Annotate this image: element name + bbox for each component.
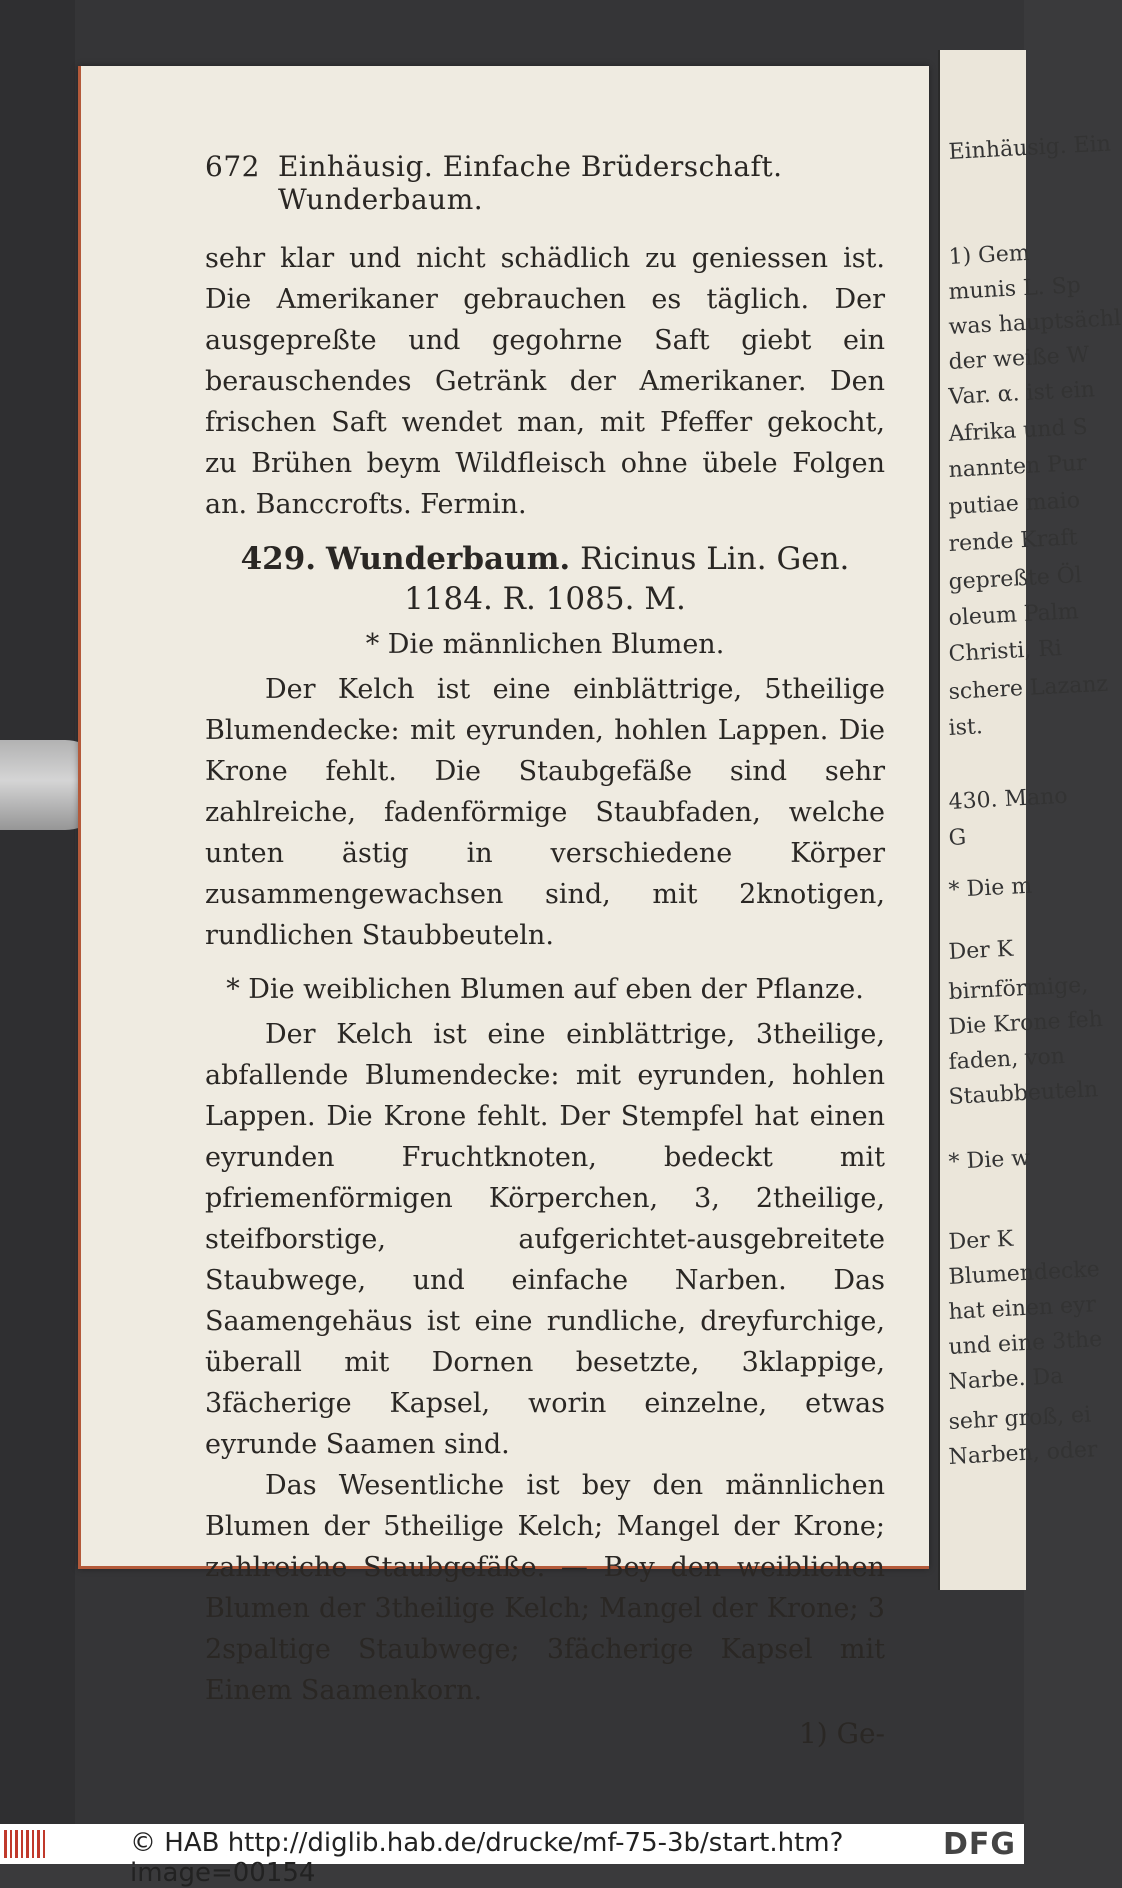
next-page-fragment: Christi, Ri <box>948 636 1063 667</box>
next-page-fragment: und eine 3the <box>948 1326 1103 1360</box>
footer-bar <box>0 1824 1024 1888</box>
next-page-fragment: Der K <box>948 1226 1014 1255</box>
next-page-fragment: Afrika und S <box>948 414 1089 447</box>
page-text <box>205 150 885 1750</box>
next-page-fragment: * Die w <box>948 1145 1031 1175</box>
next-page-fragment: munis L. Sp <box>948 273 1082 305</box>
next-page-fragment: gepreßte Öl <box>948 563 1083 595</box>
next-page-fragment: Narben, oder <box>948 1437 1099 1470</box>
next-page-fragment: Einhäusig. Ein <box>948 131 1112 165</box>
next-page-fragment: oleum Palm <box>948 599 1080 631</box>
next-page-fragment: Blumendecke <box>948 1257 1101 1290</box>
next-page-fragment: Narbe. Da <box>948 1363 1064 1395</box>
next-page-fragment: nannten Pur <box>948 450 1088 483</box>
catchword: 1) Ge- <box>798 1717 885 1750</box>
next-page-fragment: G <box>948 825 967 851</box>
next-page-fragment: * Die m <box>948 873 1033 903</box>
next-page-fragment: ist. <box>948 714 984 741</box>
next-page-fragment: was hauptsächl <box>948 305 1122 340</box>
essential-text: Das Wesentliche ist bey den männlichen Blumen der 5theilige Kelch; Mangel der Krone; zahlreiche Staubgefäße. — Bey den weiblichen Blumen der 3theilige Kelch; Mangel der Krone; 3 2spaltige Staubwege; 3fächerige Kapsel mit Einem Saamenkorn. <box>205 1470 885 1706</box>
entry-reference: 1184. R. 1085. M. <box>404 581 686 617</box>
entry-name: Wunderbaum. <box>325 541 571 577</box>
next-page-fragment: birnförmige, <box>948 972 1089 1005</box>
next-page-fragment: Staubbeuteln <box>948 1077 1099 1110</box>
next-page-fragment: putiae maio <box>948 488 1081 520</box>
entry-heading <box>205 539 885 619</box>
next-page-fragment: schere Lazanz <box>948 671 1109 705</box>
running-head-title: Einhäusig. Einfache Brüderschaft. Wunderbaum. <box>277 150 783 216</box>
next-page-fragment: Var. α. ist ein <box>948 377 1096 410</box>
next-page-fragment: 1) Gem <box>948 240 1031 270</box>
barcode-icon <box>4 1830 48 1858</box>
next-page-fragment: rende Kraft <box>948 525 1078 557</box>
entry-latin: Ricinus Lin. Gen. <box>580 541 850 577</box>
next-page-edge <box>938 50 1122 1590</box>
next-page-fragment: sehr groß, ei <box>948 1402 1092 1435</box>
source-link[interactable]: © HAB http://diglib.hab.de/drucke/mf-75-3b/start.htm?image=00154 <box>130 1828 844 1888</box>
female-flowers-heading: * Die weiblichen Blumen auf eben der Pflanze. <box>226 974 864 1005</box>
female-flowers-text: Der Kelch ist eine einblättrige, 3theilige, abfallende Blumendecke: mit eyrunden, hohlen Lappen. Die Krone fehlt. Der Stempfel hat einen eyrunden Fruchtknoten, bedeckt mit pfriemenförmigen Körperchen, 3, 2theilige, steifborstige, aufgerichtet-ausgebreitete Staubwege, und einfache Narben. Das Saamengehäus ist eine rundliche, dreyfurchige, überall mit Dornen besetzte, 3klappige, 3fächerige Kapsel, worin einzelne, etwas eyrunde Saamen sind. <box>205 1019 885 1460</box>
next-page-fragment: der weiße W <box>948 342 1090 375</box>
male-flowers-heading: * Die männlichen Blumen. <box>365 629 725 660</box>
background-left <box>0 0 75 1824</box>
next-page-fragment: 430. Mano <box>948 783 1069 815</box>
dfg-logo: DFG <box>942 1827 1016 1862</box>
page-number: 672 <box>205 150 260 183</box>
running-header <box>205 150 885 216</box>
entry-number: 429. <box>240 541 317 577</box>
paragraph-top: sehr klar und nicht schädlich zu geniessen ist. Die Amerikaner gebrauchen es täglich. Der ausgepreßte und gegohrne Saft giebt ein berauschendes Getränk der Amerikaner. Den frischen Saft wendet man, mit Pfeffer gekocht, zu Brühen beym Wildfleisch ohne übele Folgen an. Banccrofts. Fermin. <box>205 243 885 520</box>
next-page-fragment: hat einen eyr <box>948 1292 1097 1325</box>
male-flowers-text: Der Kelch ist eine einblättrige, 5theilige Blumendecke: mit eyrunden, hohlen Lappen. Die Krone fehlt. Die Staubgefäße sind sehr zahlreiche, fadenförmige Staubfaden, welche unten ästig in verschiedene Körper zusammengewachsen sind, mit 2knotigen, rundlichen Staubbeuteln. <box>205 674 885 951</box>
next-page-fragment: Die Krone feh <box>948 1006 1104 1040</box>
next-page-fragment: faden, von <box>948 1043 1066 1075</box>
next-page-fragment: Der K <box>948 936 1014 965</box>
